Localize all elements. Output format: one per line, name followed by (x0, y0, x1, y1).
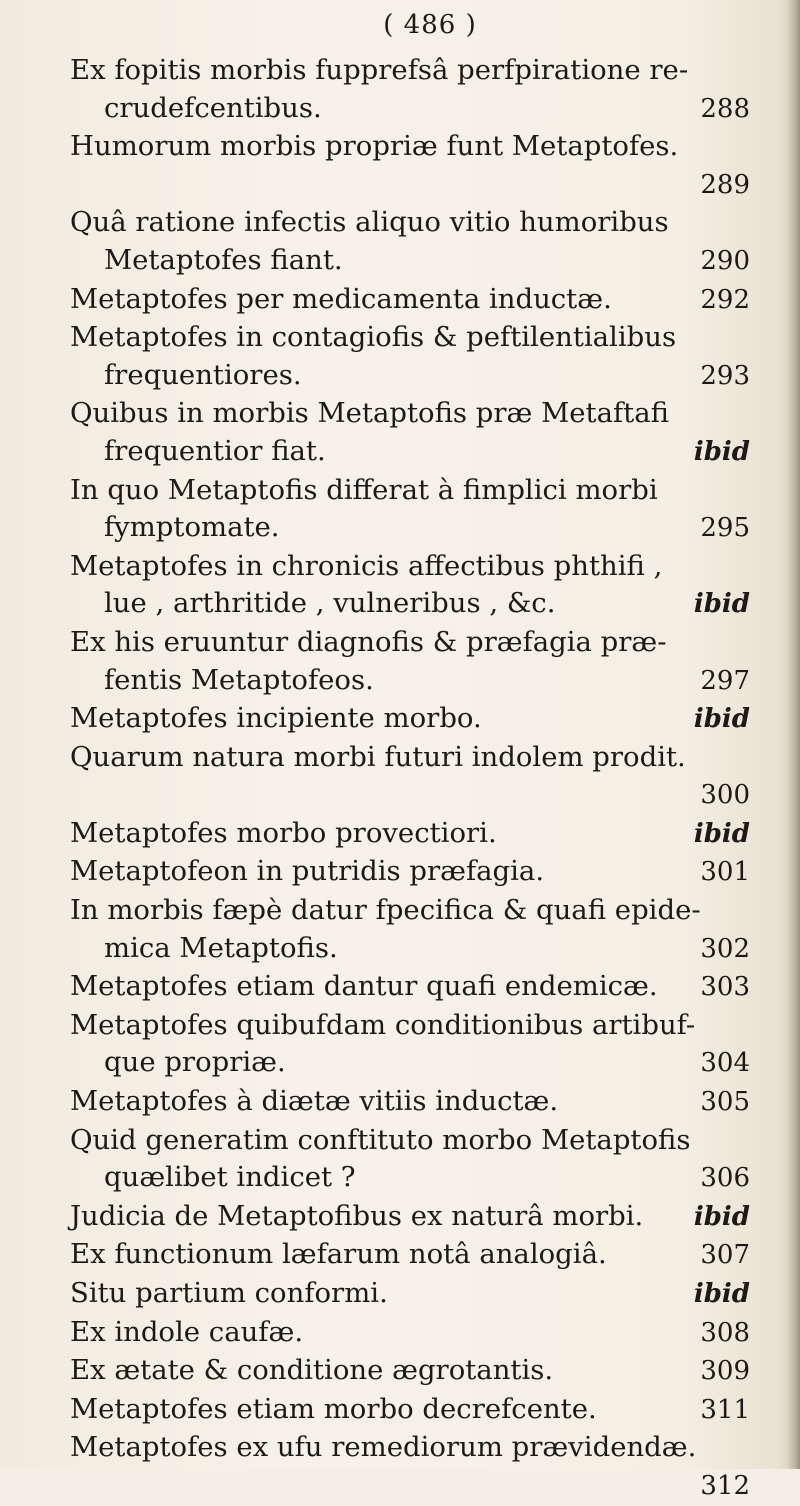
entry-line (70, 1429, 750, 1467)
entry-line (70, 1391, 750, 1430)
entry-text: Metaptofes etiam dantur quafi endemicæ. (70, 970, 658, 1003)
entry-page-ref: ibid (693, 436, 750, 467)
entry-text: Metaptofes etiam morbo decrefcente. (70, 1392, 597, 1425)
index-entry (70, 395, 750, 471)
entry-page-ref: 295 (700, 513, 750, 544)
entry-text: Humorum morbis propriæ funt Metaptofes. (70, 130, 679, 163)
entry-text: Metaptofes in chronicis affectibus phthifi , (70, 549, 663, 582)
entry-continuation-line (70, 930, 750, 969)
page-number-header (0, 10, 800, 40)
entry-page-ref: 307 (700, 1240, 750, 1271)
index-entry (70, 128, 750, 204)
entry-line (70, 892, 750, 930)
entry-continuation-line (70, 662, 750, 701)
index-entry (70, 892, 750, 968)
entry-text: Quarum natura morbi futuri indolem prodit. (70, 740, 686, 773)
entry-line (70, 1083, 750, 1122)
entry-page-ref: ibid (693, 704, 750, 735)
entry-page-ref: ibid (693, 818, 750, 849)
entry-continuation-line (70, 1044, 750, 1083)
entry-text: fentis Metaptofeos. (104, 663, 374, 696)
entry-continuation-line (70, 357, 750, 396)
entry-line (70, 1352, 750, 1391)
entry-text: Metaptofes quibufdam conditionibus artibuf- (70, 1008, 696, 1041)
entry-line (70, 1275, 750, 1314)
entry-text: crudefcentibus. (104, 91, 322, 124)
entry-text: Metaptofeon in putridis præfagia. (70, 855, 545, 888)
entry-page-ref-line (70, 776, 750, 815)
entry-line (70, 472, 750, 510)
entry-line (70, 281, 750, 320)
entry-continuation-line (70, 585, 750, 624)
entry-line (70, 853, 750, 892)
index-entry (70, 1007, 750, 1083)
entry-text: Ex functionum læfarum notâ analogiâ. (70, 1238, 607, 1271)
entry-text: Quâ ratione infectis aliquo vitio humoribus (70, 206, 669, 239)
index-entry (70, 853, 750, 892)
entry-line (70, 204, 750, 242)
entry-text: Quibus in morbis Metaptofis præ Metaftafi (70, 397, 669, 430)
entry-text: frequentiores. (104, 358, 302, 391)
index-entry (70, 1429, 750, 1505)
entry-continuation-line (70, 433, 750, 472)
entry-continuation-line (70, 242, 750, 281)
entry-text: Metaptofes per medicamenta inductæ. (70, 282, 612, 315)
entry-line (70, 548, 750, 586)
entry-text: fymptomate. (104, 511, 280, 544)
entry-line (70, 1198, 750, 1237)
entry-text: lue , arthritide , vulneribus , &c. (104, 587, 556, 620)
entry-text: Situ partium conformi. (70, 1277, 388, 1309)
entry-line (70, 319, 750, 357)
entry-line (70, 1236, 750, 1275)
index-entry (70, 1122, 750, 1198)
entry-text: frequentior fiat. (104, 434, 326, 467)
entry-text: Ex ætate & conditione ægrotantis. (70, 1354, 554, 1387)
entry-text: que propriæ. (104, 1046, 286, 1079)
entry-line (70, 968, 750, 1007)
entry-text: Metaptofes ex ufu remediorum prævidendæ. (70, 1431, 697, 1464)
index-entry (70, 1236, 750, 1275)
entry-text: In morbis fæpè datur fpecifica & quafi epide- (70, 894, 701, 927)
entry-page-ref: 303 (700, 972, 750, 1003)
entry-line (70, 700, 750, 739)
entry-page-ref: 312 (700, 1470, 750, 1501)
index-entry (70, 739, 750, 815)
entry-page-ref: ibid (693, 1279, 750, 1309)
index-entry (70, 204, 750, 280)
entry-page-ref: 297 (700, 665, 750, 696)
entry-line (70, 52, 750, 90)
entry-text: In quo Metaptofis differat à fimplici morbi (70, 473, 658, 506)
entry-text: Ex indole caufæ. (70, 1315, 304, 1348)
entry-page-ref: 311 (700, 1394, 750, 1425)
index-entry (70, 52, 750, 128)
entry-line (70, 1122, 750, 1160)
entry-line (70, 815, 750, 854)
index-entry (70, 700, 750, 739)
page-number: ( 486 ) (383, 10, 477, 40)
entry-page-ref: 309 (700, 1356, 750, 1387)
entry-line (70, 128, 750, 166)
entry-page-ref: 292 (700, 284, 750, 315)
entry-line (70, 1007, 750, 1045)
entry-page-ref: 302 (700, 933, 750, 964)
entry-text: Ex fopitis morbis fupprefsâ perfpiratione re- (70, 54, 689, 86)
entry-text: mica Metaptofis. (104, 931, 338, 964)
entry-page-ref: 290 (700, 245, 750, 276)
entry-page-ref: 305 (700, 1087, 750, 1118)
entry-page-ref-line (70, 166, 750, 205)
entry-page-ref: 300 (700, 780, 750, 811)
index-entry (70, 815, 750, 854)
entry-continuation-line (70, 1159, 750, 1198)
page-edge-shadow (786, 0, 800, 1469)
index-entry (70, 1198, 750, 1237)
entry-page-ref: ibid (693, 589, 750, 620)
entry-page-ref: 306 (700, 1163, 750, 1194)
index-entry (70, 968, 750, 1007)
entry-line (70, 739, 750, 777)
entry-text: Metaptofes à diætæ vitiis inductæ. (70, 1085, 559, 1118)
entry-continuation-line (70, 509, 750, 548)
entry-page-ref: 308 (700, 1317, 750, 1348)
index-entry (70, 1352, 750, 1391)
entry-line (70, 1314, 750, 1353)
entry-text: Metaptofes incipiente morbo. (70, 702, 482, 735)
index-entry (70, 319, 750, 395)
entry-page-ref: 288 (700, 93, 750, 124)
entry-line (70, 624, 750, 662)
index-entry (70, 1314, 750, 1353)
entry-text: quælibet indicet ? (104, 1161, 356, 1194)
entry-page-ref: 304 (700, 1048, 750, 1079)
entry-page-ref: ibid (693, 1201, 750, 1232)
entry-text: Metaptofes in contagiofis & peftilentialibus (70, 321, 677, 354)
entry-page-ref: 301 (700, 857, 750, 888)
index-entry (70, 624, 750, 700)
index-list (70, 52, 750, 1506)
index-entry (70, 1391, 750, 1430)
index-entry (70, 1083, 750, 1122)
entry-line (70, 395, 750, 433)
entry-page-ref: 289 (700, 169, 750, 200)
entry-text: Ex his eruuntur diagnofis & præfagia præ- (70, 625, 667, 658)
entry-page-ref: 293 (700, 360, 750, 391)
index-entry (70, 472, 750, 548)
entry-page-ref-line (70, 1467, 750, 1506)
entry-text: Metaptofes fiant. (104, 243, 343, 276)
entry-text: Metaptofes morbo provectiori. (70, 816, 497, 849)
entry-continuation-line (70, 90, 750, 129)
index-entry (70, 548, 750, 624)
entry-text: Quid generatim conftituto morbo Metaptofis (70, 1123, 691, 1156)
entry-text: Judicia de Metaptofibus ex naturâ morbi. (70, 1199, 644, 1232)
index-entry (70, 1275, 750, 1314)
index-entry (70, 281, 750, 320)
